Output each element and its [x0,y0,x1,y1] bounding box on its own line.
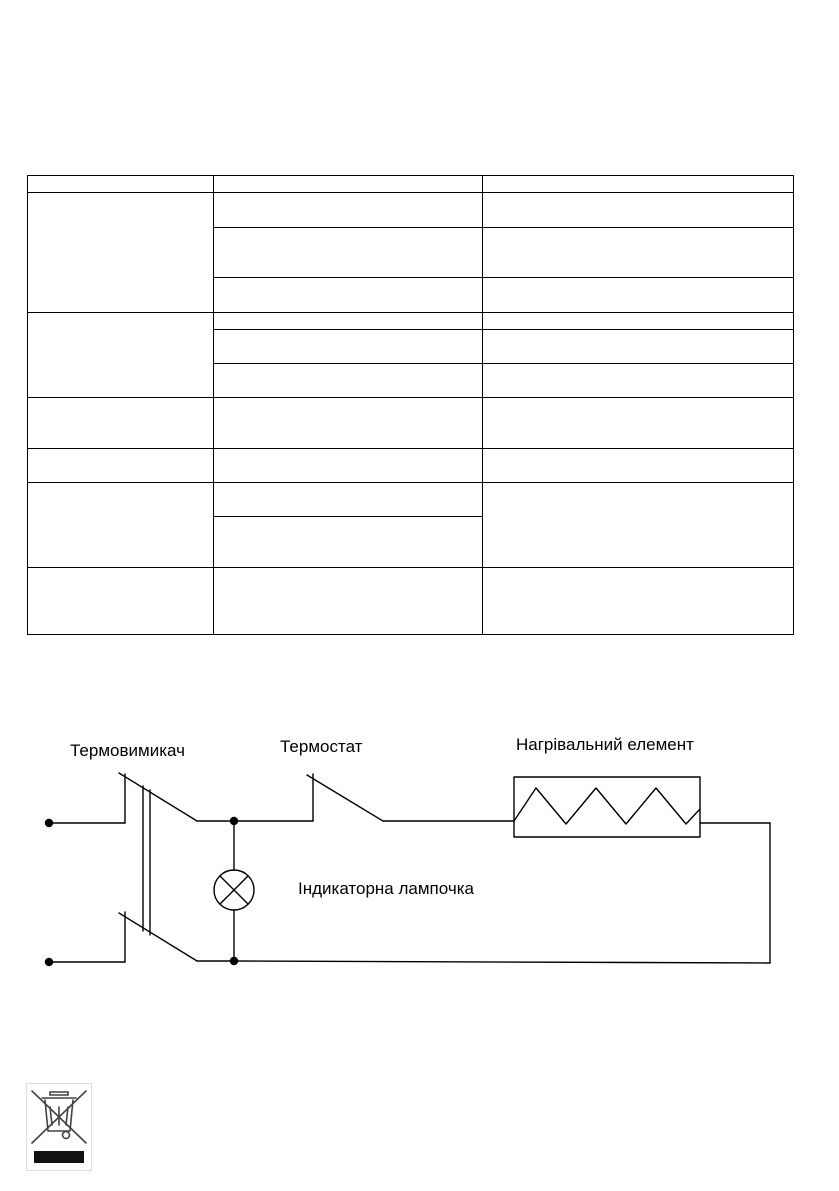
circuit-svg [0,720,839,980]
thermal-cutout-label: Термовимикач [70,741,185,760]
return-wire-bottom [234,961,770,963]
heating-element-icon [514,777,700,837]
wiring-diagram [0,720,839,980]
blank-table [27,175,794,635]
weee-disposal-icon [26,1083,92,1171]
indicator-lamp-label: Індикаторна лампочка [298,879,474,898]
thermal-cutout-switch [119,773,197,962]
indicator-lamp-icon [214,870,254,910]
table-border [28,176,794,635]
heating-element-label: Нагрівальний елемент [516,735,694,754]
table-grid [27,175,794,635]
thermostat-switch [307,774,383,821]
thermostat-label: Термостат [280,737,363,756]
